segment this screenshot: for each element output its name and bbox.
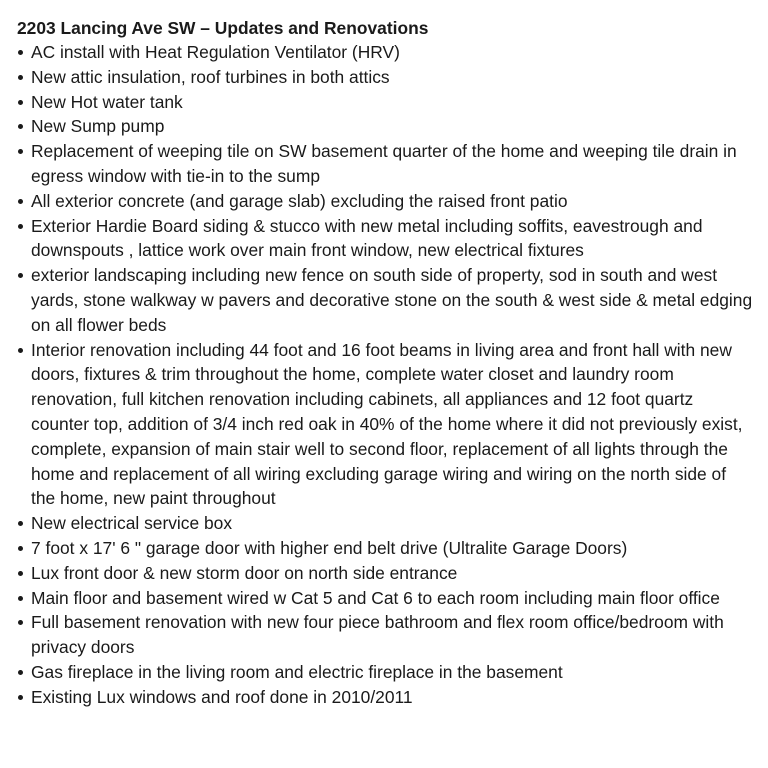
list-item: All exterior concrete (and garage slab) excluding the raised front patio (17, 189, 754, 214)
document-title: 2203 Lancing Ave SW – Updates and Renovations (17, 18, 429, 38)
list-item: exterior landscaping including new fence on south side of property, sod in south and west yards, stone walkway w pavers and decorative stone on the south & west side & metal edging on all flower beds (17, 263, 754, 337)
list-item: New attic insulation, roof turbines in both attics (17, 65, 754, 90)
list-item: Interior renovation including 44 foot and 16 foot beams in living area and front hall with new doors, fixtures & trim throughout the home, complete water closet and laundry room renovation, full kitchen renovation including cabinets, all appliances and 12 foot quartz counter top, addition of 3/4 inch red oak in 40% of the home where it did not previously exist, complete, expansion of main stair well to second floor, replacement of all lights through the home and replacement of all wiring excluding garage wiring and wiring on the north side of the home, new paint throughout (17, 338, 754, 512)
list-item: Gas fireplace in the living room and electric fireplace in the basement (17, 660, 754, 685)
list-item: Exterior Hardie Board siding & stucco with new metal including soffits, eavestrough and downspouts , lattice work over main front window, new electrical fixtures (17, 214, 754, 264)
renovation-list (17, 40, 754, 710)
list-item: New Sump pump (17, 114, 754, 139)
list-item: 7 foot x 17' 6 " garage door with higher end belt drive (Ultralite Garage Doors) (17, 536, 754, 561)
list-item: New electrical service box (17, 511, 754, 536)
list-item: Existing Lux windows and roof done in 2010/2011 (17, 685, 754, 710)
list-item: Main floor and basement wired w Cat 5 and Cat 6 to each room including main floor office (17, 586, 754, 611)
list-item: New Hot water tank (17, 90, 754, 115)
list-item: Lux front door & new storm door on north side entrance (17, 561, 754, 586)
list-item: AC install with Heat Regulation Ventilator (HRV) (17, 40, 754, 65)
list-item: Full basement renovation with new four piece bathroom and flex room office/bedroom with privacy doors (17, 610, 754, 660)
list-item: Replacement of weeping tile on SW basement quarter of the home and weeping tile drain in egress window with tie-in to the sump (17, 139, 754, 189)
